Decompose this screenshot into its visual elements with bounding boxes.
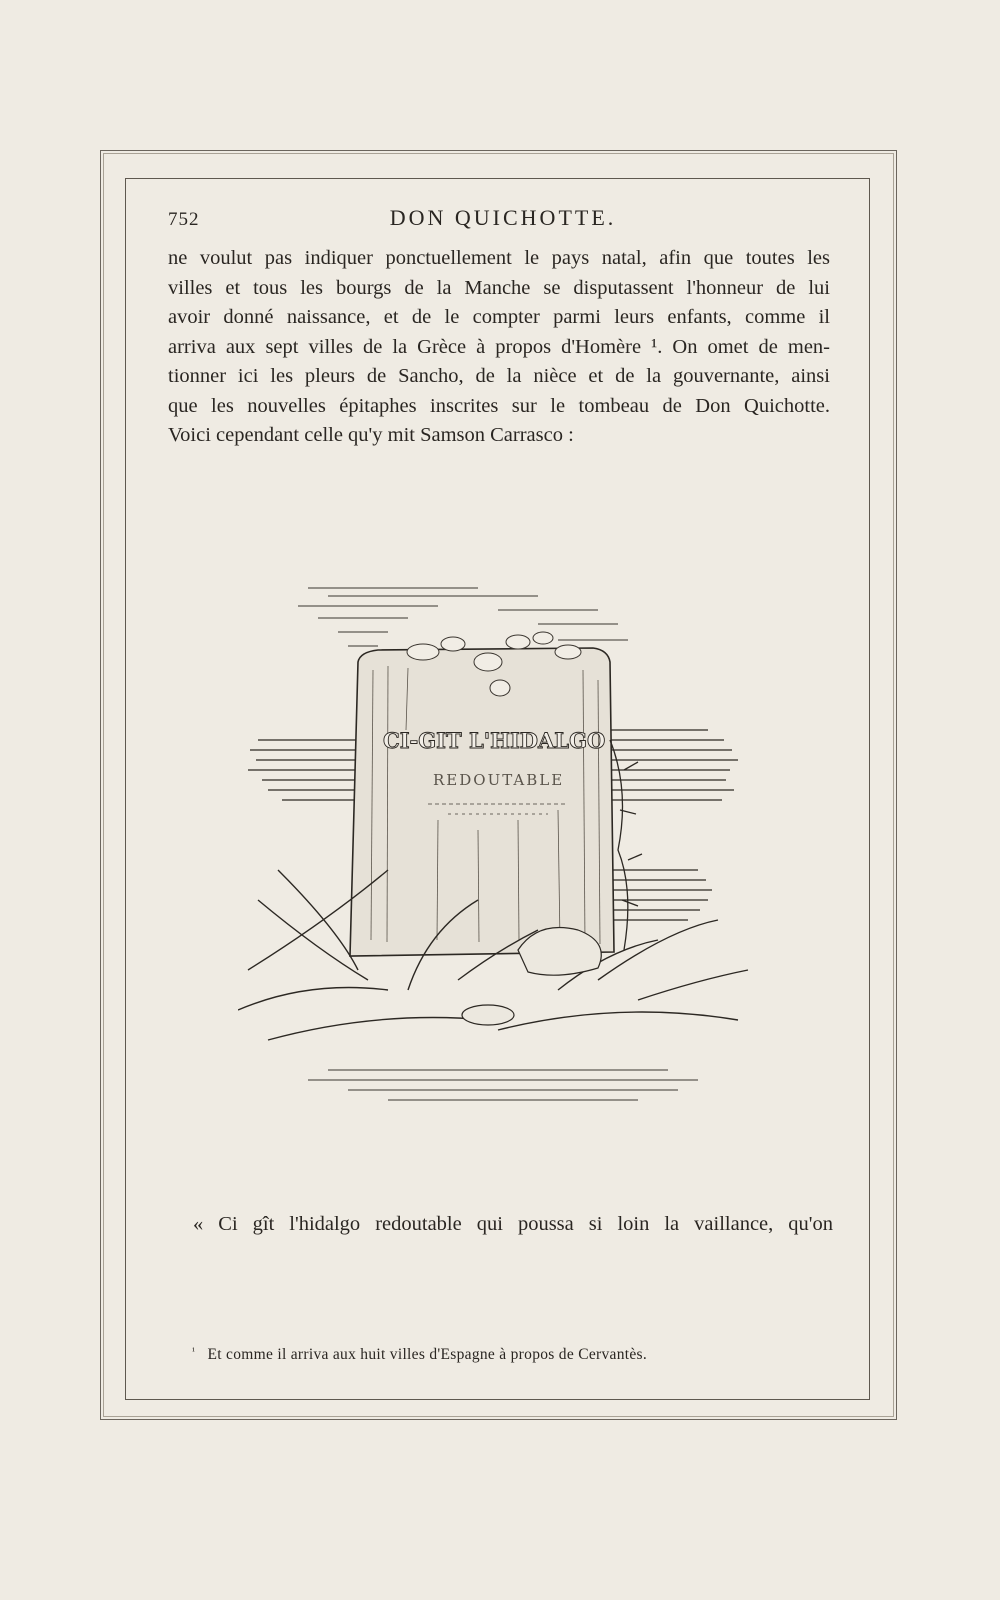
inscription-line1: CI-GIT L'HIDALGO (383, 728, 606, 753)
page-number: 752 (168, 209, 200, 230)
text-line: tionner ici les pleurs de Sancho, de la nièce et de la gouvernante, ainsi (168, 365, 830, 387)
text-line: avoir donné naissance, et de le compter parmi leurs enfants, comme il (168, 306, 830, 328)
sky-hatching (298, 588, 628, 646)
tombstone-illustration-svg (238, 570, 758, 1130)
text-line: que les nouvelles épitaphes inscrites sur le tombeau de Don Quichotte. (168, 394, 830, 417)
text-line: villes et tous les bourgs de la Manche se disputassent l'honneur de lui (168, 276, 830, 299)
text-line: Voici cependant celle qu'y mit Samson Carrasco : (168, 424, 574, 446)
body-text (168, 244, 830, 451)
footnote-text: Et comme il arriva aux huit villes d'Espagne à propos de Cervantès. (207, 1346, 648, 1363)
ground-hatching (308, 1070, 698, 1100)
tombstone-engraving (238, 570, 758, 1130)
inscription-line2: REDOUTABLE (433, 771, 565, 789)
epitaph-text: « Ci gît l'hidalgo redoutable qui poussa si loin la vaillance, qu'on (193, 1213, 833, 1235)
running-title: DON QUICHOTTE. (389, 205, 617, 230)
running-head (168, 205, 838, 235)
text-line: arriva aux sept villes de la Grèce à propos d'Homère ¹. On omet de men- (168, 335, 830, 358)
text-line: ne voulut pas indiquer ponctuellement le pays natal, afin que toutes les (168, 247, 830, 269)
footnote-mark: ¹ (192, 1346, 196, 1357)
rock-shape (462, 1005, 514, 1025)
footnote (192, 1346, 842, 1364)
ivy-right (610, 740, 642, 950)
tombstone-slab (350, 648, 614, 956)
